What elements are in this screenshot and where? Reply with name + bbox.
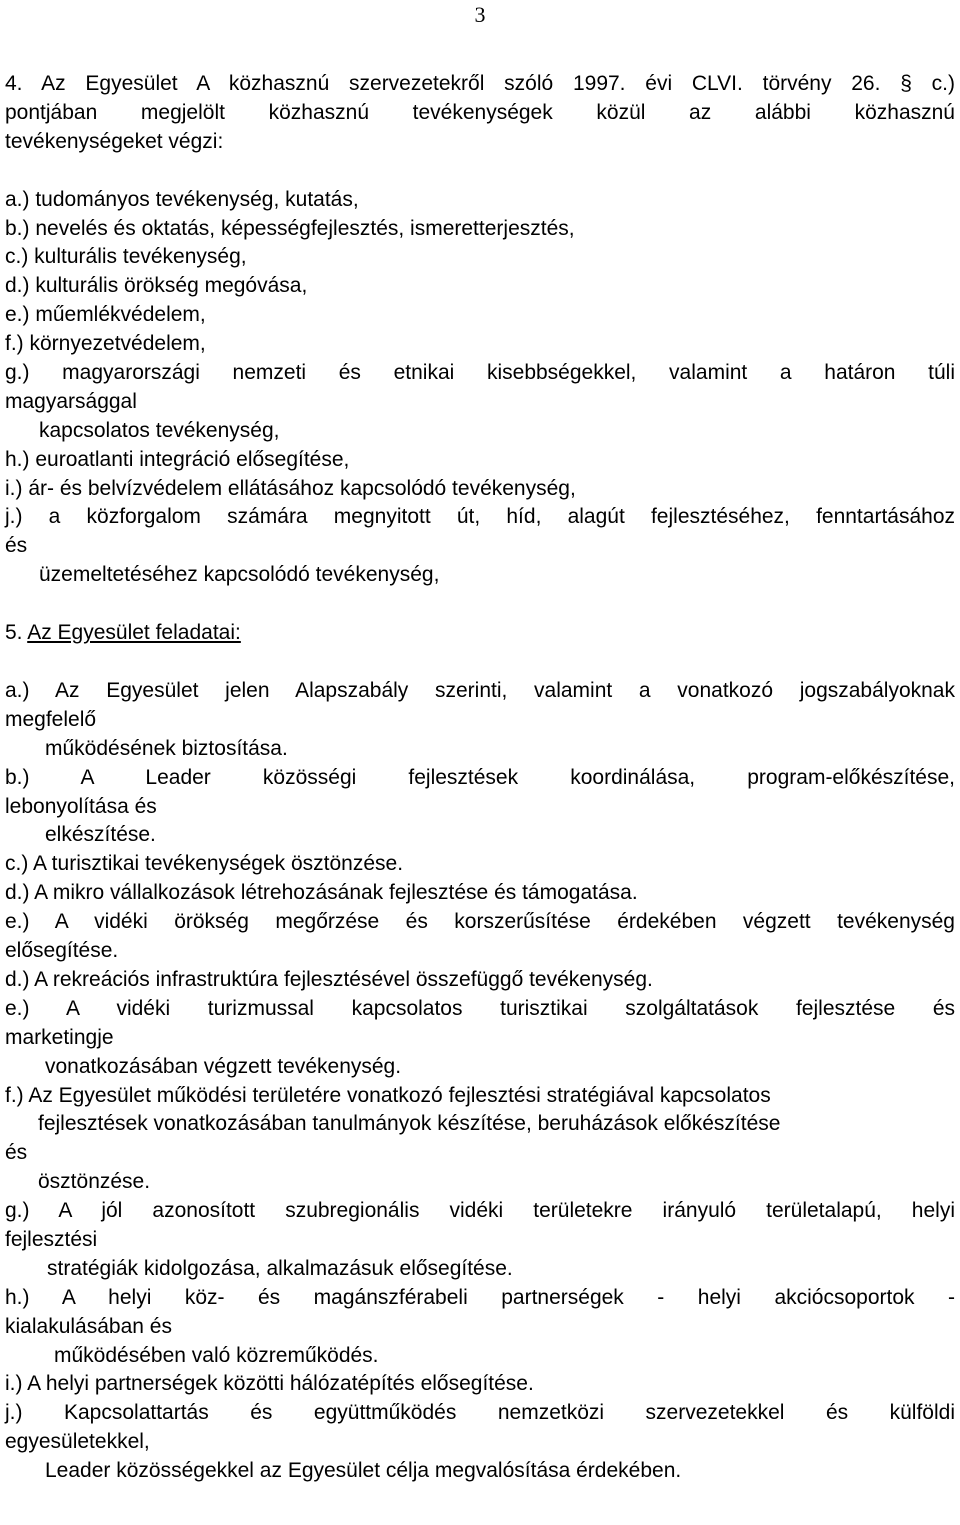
section5-heading [5,619,955,648]
section5-item-j: j.) Kapcsolattartás és együttműködés nemzetközi szervezetekkel és külföldi [5,1401,955,1425]
section5-item-e2: e.) A vidéki turizmussal kapcsolatos turisztikai szolgáltatások fejlesztése és [5,996,955,1020]
section4-item-g-cont: magyarsággal [5,389,137,413]
section4-intro-line: 4. Az Egyesület A közhasznú szervezetekről szóló 1997. évi CLVI. törvény 26. § c.) [5,72,955,95]
section5-item-f-cont: ösztönzése. [38,1170,151,1194]
spacer [5,590,955,619]
section4-item-c: c.) kulturális tevékenység, [5,245,247,269]
section5-item-g-cont: stratégiák kidolgozása, alkalmazásuk elősegítése. [47,1256,513,1280]
page-number: 3 [474,2,486,27]
section5-item-f-cont: és [5,1141,28,1165]
section5-item-a-cont: megfelelő [5,707,97,731]
section4-item-h: h.) euroatlanti integráció elősegítése, [5,447,350,471]
section4-item-i: i.) ár- és belvízvédelem ellátásához kapcsolódó tevékenység, [5,476,576,500]
section5-item-b-cont: lebonyolítása és [5,794,157,818]
section5-item-h: h.) A helyi köz- és magánszférabeli partnerségek - helyi akciócsoportok - [5,1285,955,1309]
section5-item-i: i.) A helyi partnerségek közötti hálózatépítés elősegítése. [5,1372,534,1396]
section4-item-j-cont: és [5,534,28,558]
section5-item-e-cont: elősegítése. [5,939,119,963]
section5-item-e2-cont: marketingje [5,1025,114,1049]
section5-item-g-cont: fejlesztési [5,1227,98,1251]
section5-item-f-cont: fejlesztések vonatkozásában tanulmányok készítése, beruházások előkészítése [38,1112,781,1136]
section5-item-b-cont: elkészítése. [45,823,156,847]
section4-intro-line: tevékenységeket végzi: [5,129,224,153]
section5-item-d: d.) A mikro vállalkozások létrehozásának fejlesztése és támogatása. [5,881,638,905]
document-body [5,70,955,1486]
section5-item-e: e.) A vidéki örökség megőrzése és korszerűsítése érdekében végzett tevékenység [5,910,955,934]
section5-title: Az Egyesület feladatai: [27,621,241,645]
section5-item-j-cont: Leader közösségekkel az Egyesület célja megvalósítása érdekében. [45,1459,682,1483]
section5-item-f: f.) Az Egyesület működési területére vonatkozó fejlesztési stratégiával kapcsolatos [5,1083,771,1107]
section4-item-f: f.) környezetvédelem, [5,332,206,356]
section5-number: 5. [5,621,23,645]
section5-item-a-cont: működésének biztosítása. [45,736,288,760]
spacer [5,157,955,186]
section5-item-g: g.) A jól azonosított szubregionális vidéki területekre irányuló területalapú, helyi [5,1199,955,1223]
section5-item-h-cont: kialakulásában és [5,1314,172,1338]
section5-item-d2: d.) A rekreációs infrastruktúra fejlesztésével összefüggő tevékenység. [5,967,653,991]
section5-item-a: a.) Az Egyesület jelen Alapszabály szerinti, valamint a vonatkozó jogszabályoknak [5,679,955,703]
section4-item-j: j.) a közforgalom számára megnyitott út, híd, alagút fejlesztéséhez, fenntartásához [5,505,955,529]
section4-item-g: g.) magyarországi nemzeti és etnikai kisebbségekkel, valamint a határon túli [5,361,955,385]
section4-intro-line: pontjában megjelölt közhasznú tevékenységek közül az alábbi közhasznú [5,100,955,124]
section5-item-b: b.) A Leader közösségi fejlesztések koordinálása, program-előkészítése, [5,765,955,789]
section4-item-a: a.) tudományos tevékenység, kutatás, [5,187,359,211]
section4-item-d: d.) kulturális örökség megóvása, [5,274,308,298]
section4-item-j-cont: üzemeltetéséhez kapcsolódó tevékenység, [39,563,440,587]
spacer [5,648,955,677]
section5-item-c: c.) A turisztikai tevékenységek ösztönzése. [5,852,404,876]
section5-item-j-cont: egyesületekkel, [5,1430,150,1454]
section4-item-g-cont: kapcsolatos tevékenység, [39,418,280,442]
section4-item-b: b.) nevelés és oktatás, képességfejlesztés, ismeretterjesztés, [5,216,575,240]
section4-item-e: e.) műemlékvédelem, [5,303,206,327]
section5-item-h-cont: működésében való közreműködés. [54,1343,379,1367]
section5-item-e2-cont: vonatkozásában végzett tevékenység. [45,1054,402,1078]
